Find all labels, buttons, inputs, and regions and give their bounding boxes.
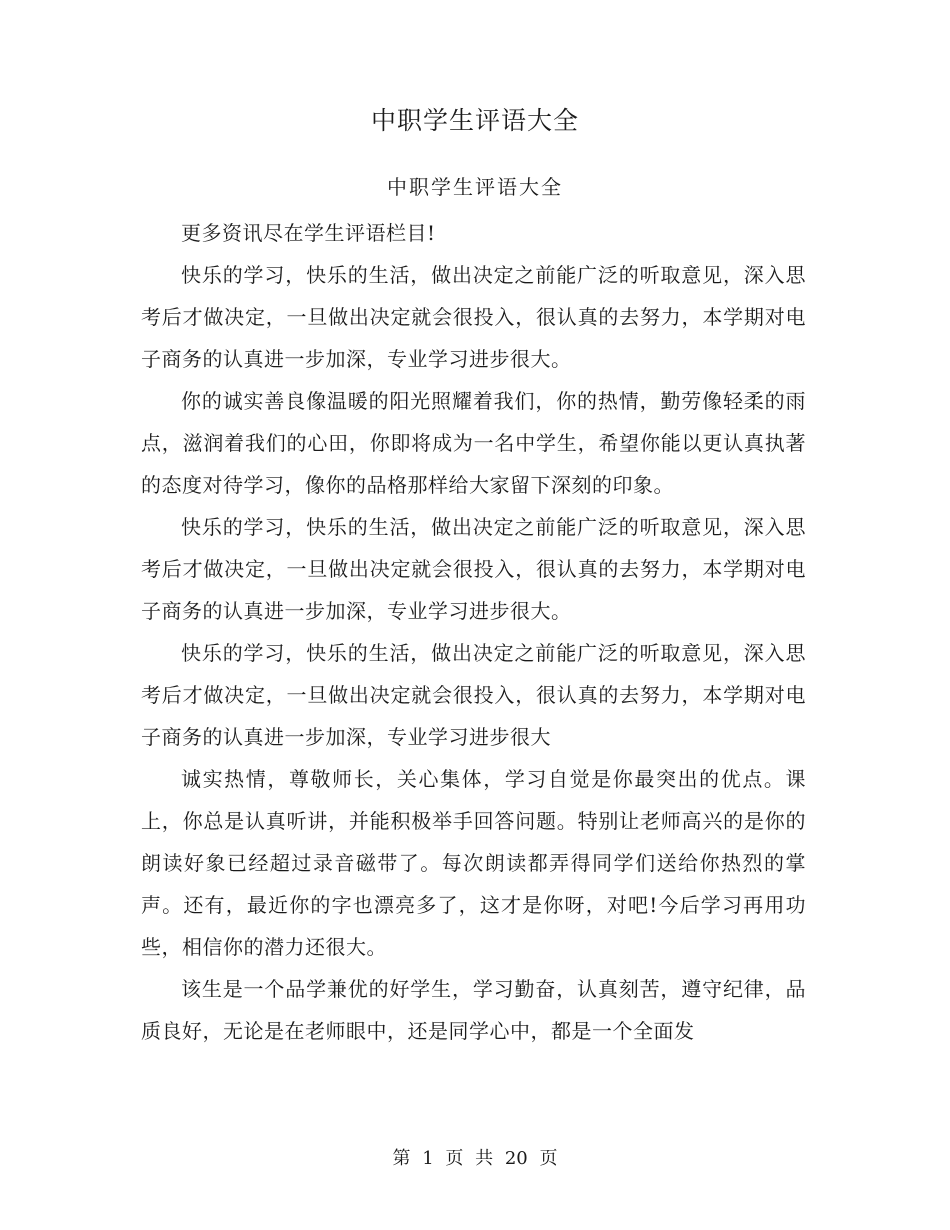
paragraph: 你的诚实善良像温暖的阳光照耀着我们，你的热情，勤劳像轻柔的雨点，滋润着我们的心田，你即将成为一名中学生，希望你能以更认真执著的态度对待学习，像你的品格那样给大家留下深刻的印象。 bbox=[141, 389, 806, 497]
page-number-footer: 第 1 页 共 20 页 bbox=[392, 1148, 558, 1169]
paragraph: 快乐的学习，快乐的生活，做出决定之前能广泛的听取意见，深入思考后才做决定，一旦做出决定就会很投入，很认真的去努力，本学期对电子商务的认真进一步加深，专业学习进步很大。 bbox=[141, 263, 806, 371]
paragraph: 快乐的学习，快乐的生活，做出决定之前能广泛的听取意见，深入思考后才做决定，一旦做出决定就会很投入，很认真的去努力，本学期对电子商务的认真进一步加深，专业学习进步很大 bbox=[141, 641, 806, 749]
paragraph-intro: 更多资讯尽在学生评语栏目! bbox=[181, 221, 436, 245]
paragraph: 快乐的学习，快乐的生活，做出决定之前能广泛的听取意见，深入思考后才做决定，一旦做出决定就会很投入，很认真的去努力，本学期对电子商务的认真进一步加深，专业学习进步很大。 bbox=[141, 515, 806, 623]
document-title: 中职学生评语大全 bbox=[370, 106, 579, 135]
paragraph: 该生是一个品学兼优的好学生，学习勤奋，认真刻苦，遵守纪律，品质良好，无论是在老师眼中，还是同学心中，都是一个全面发 bbox=[141, 977, 806, 1043]
document-body bbox=[141, 212, 806, 1052]
document-subtitle: 中职学生评语大全 bbox=[387, 175, 563, 199]
paragraph: 诚实热情，尊敬师长，关心集体，学习自觉是你最突出的优点。课上，你总是认真听讲，并能积极举手回答问题。特别让老师高兴的是你的朗读好象已经超过录音磁带了。每次朗读都弄得同学们送给你热烈的掌声。还有，最近你的字也漂亮多了，这才是你呀，对吧!今后学习再用功些，相信你的潜力还很大。 bbox=[141, 767, 806, 959]
